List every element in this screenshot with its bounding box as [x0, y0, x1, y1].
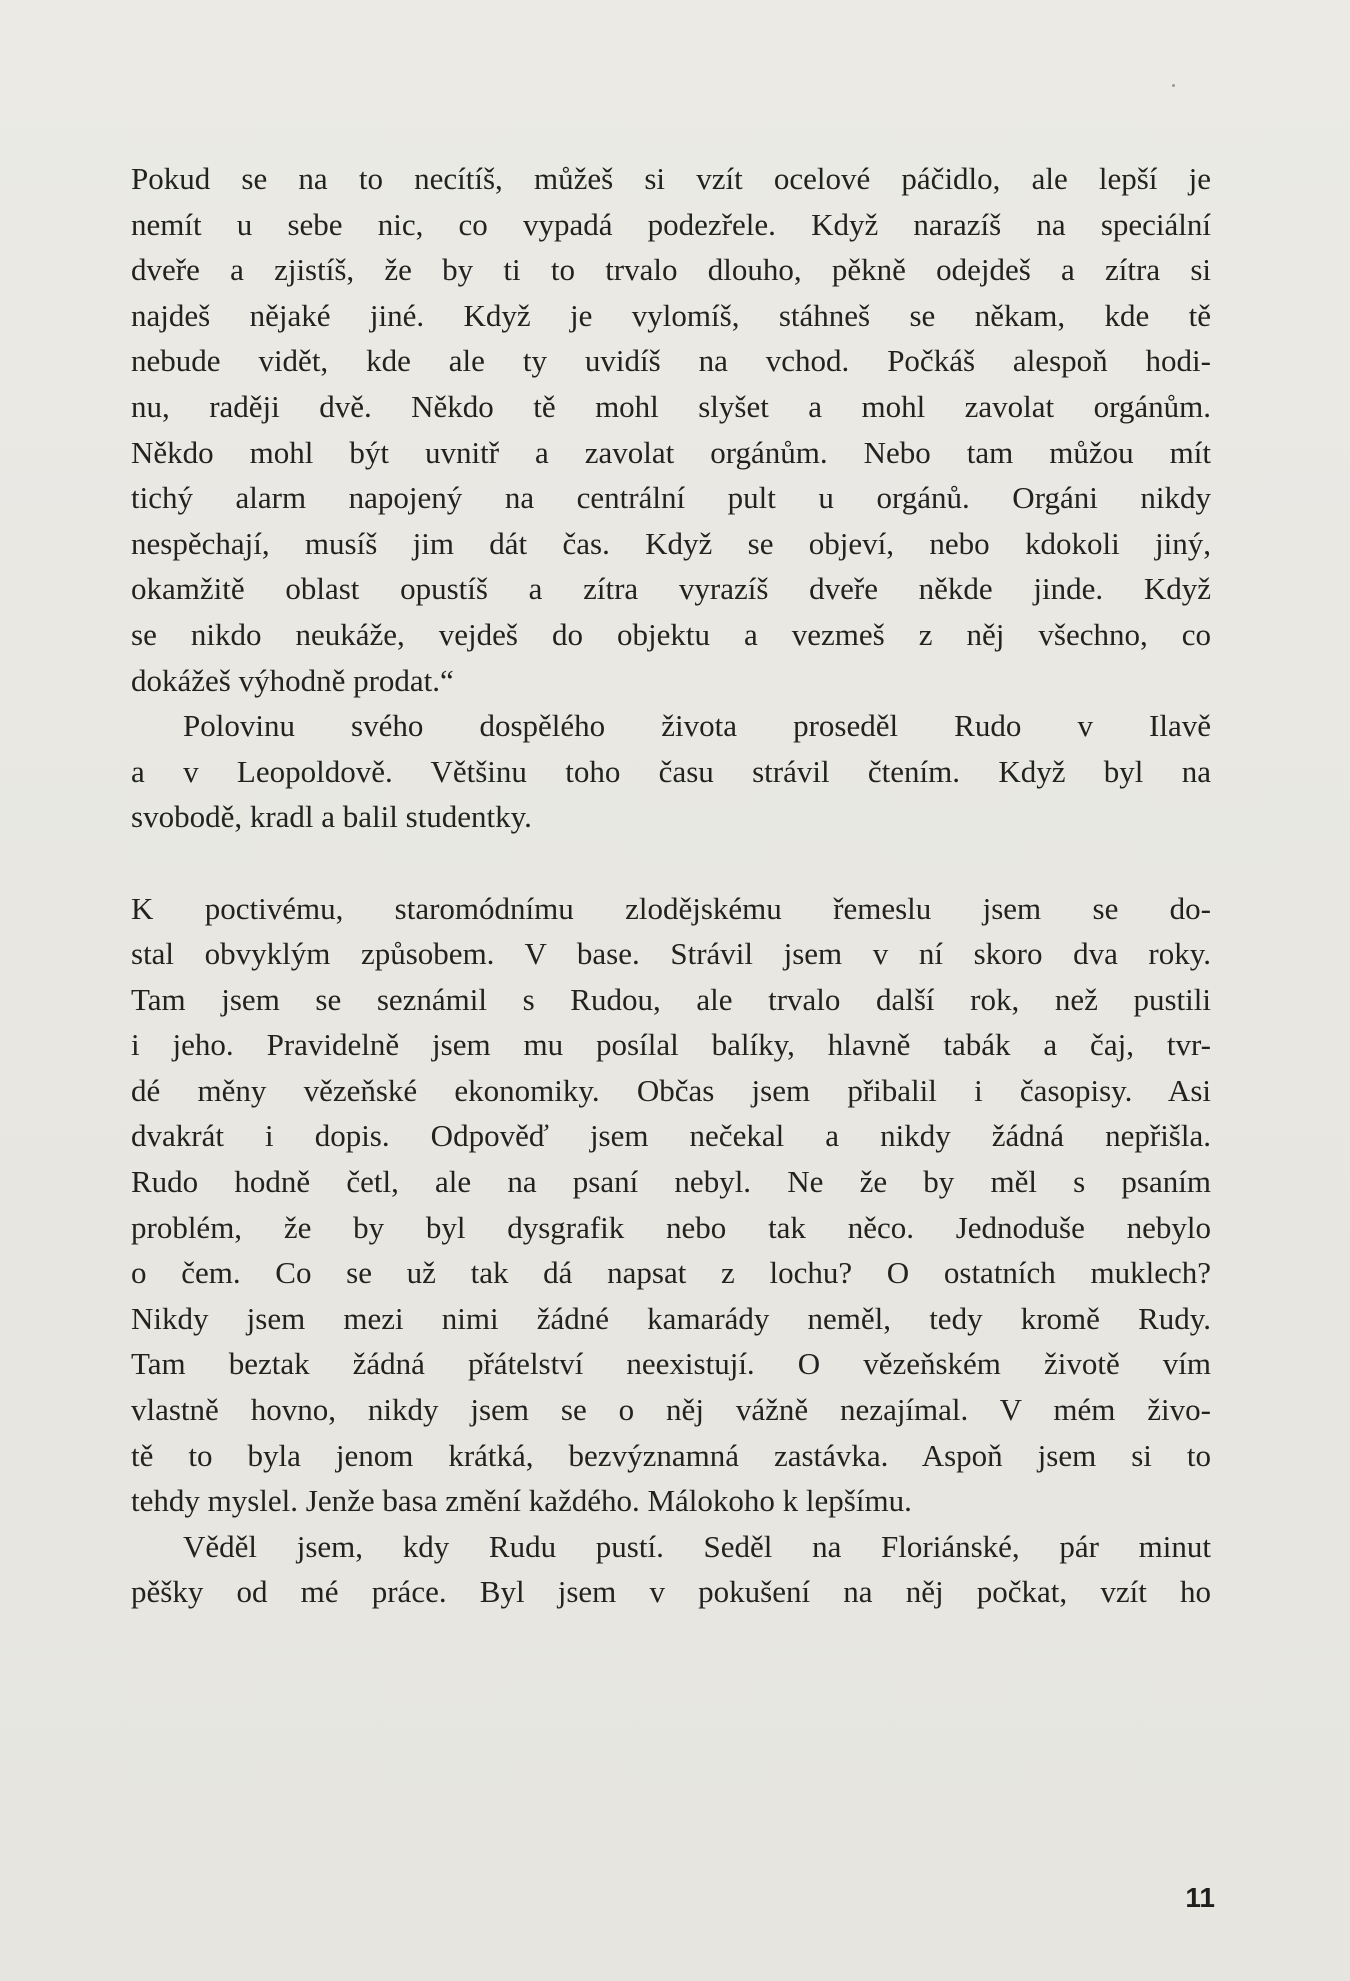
text-line: Věděl jsem, kdy Rudu pustí. Seděl na Floriánské, pár minut	[183, 1528, 1211, 1564]
text-line: Pokud se na to necítíš, můžeš si vzít ocelové páčidlo, ale lepší je	[131, 161, 1211, 196]
text-line: se nikdo neukáže, vejdeš do objektu a vezmeš z něj všechno, co	[131, 616, 1211, 652]
page-number: 11	[1185, 1882, 1215, 1913]
section-break	[131, 840, 1211, 886]
text-line: o čem. Co se už tak dá napsat z lochu? O ostatních muklech?	[131, 1255, 1211, 1291]
text-line: dokážeš výhodně prodat.“	[131, 662, 454, 698]
text-line: problém, že by byl dysgrafik nebo tak něco. Jednoduše nebylo	[131, 1209, 1211, 1245]
paragraph	[131, 156, 1211, 703]
paragraph	[131, 886, 1211, 1524]
text-line: Tam beztak žádná přátelství neexistují. O vězeňském životě vím	[131, 1346, 1211, 1382]
text-line: tehdy myslel. Jenže basa změní každého. Málokoho k lepšímu.	[131, 1483, 912, 1519]
text-line: nemít u sebe nic, co vypadá podezřele. Když narazíš na speciální	[131, 206, 1211, 242]
text-line: vlastně hovno, nikdy jsem se o něj vážně nezajímal. V mém živo-	[131, 1392, 1211, 1428]
text-line: i jeho. Pravidelně jsem mu posílal balíky, hlavně tabák a čaj, tvr-	[131, 1027, 1211, 1063]
text-line: dé měny vězeňské ekonomiky. Občas jsem přibalil i časopisy. Asi	[131, 1072, 1211, 1108]
body-text	[131, 156, 1211, 1615]
text-line: Někdo mohl být uvnitř a zavolat orgánům. Nebo tam můžou mít	[131, 434, 1211, 470]
text-line: nu, raději dvě. Někdo tě mohl slyšet a mohl zavolat orgánům.	[131, 388, 1211, 424]
paper-speck	[1172, 84, 1175, 87]
text-line: tě to byla jenom krátká, bezvýznamná zastávka. Aspoň jsem si to	[131, 1437, 1211, 1473]
text-line: stal obvyklým způsobem. V base. Strávil jsem v ní skoro dva roky.	[131, 936, 1211, 972]
text-line: K poctivému, staromódnímu zlodějskému řemeslu jsem se do-	[131, 890, 1211, 926]
text-line: a v Leopoldově. Většinu toho času strávil čtením. Když byl na	[131, 753, 1211, 789]
text-line: Nikdy jsem mezi nimi žádné kamarády neměl, tedy kromě Rudy.	[131, 1300, 1211, 1336]
text-line: najdeš nějaké jiné. Když je vylomíš, stáhneš se někam, kde tě	[131, 297, 1211, 333]
text-line: dveře a zjistíš, že by ti to trvalo dlouho, pěkně odejdeš a zítra si	[131, 252, 1211, 288]
text-line: Rudo hodně četl, ale na psaní nebyl. Ne že by měl s psaním	[131, 1164, 1211, 1200]
text-line: nebude vidět, kde ale ty uvidíš na vchod. Počkáš alespoň hodi-	[131, 343, 1211, 379]
text-line: pěšky od mé práce. Byl jsem v pokušení na něj počkat, vzít ho	[131, 1574, 1211, 1610]
text-line: tichý alarm napojený na centrální pult u orgánů. Orgáni nikdy	[131, 480, 1211, 516]
text-line: dvakrát i dopis. Odpověď jsem nečekal a nikdy žádná nepřišla.	[131, 1118, 1211, 1154]
paragraph	[131, 1524, 1211, 1615]
text-line: nespěchají, musíš jim dát čas. Když se objeví, nebo kdokoli jiný,	[131, 525, 1211, 561]
text-line: svobodě, kradl a balil studentky.	[131, 799, 532, 835]
paragraph	[131, 703, 1211, 840]
text-line: okamžitě oblast opustíš a zítra vyrazíš dveře někde jinde. Když	[131, 571, 1211, 607]
text-line: Polovinu svého dospělého života proseděl Rudo v Ilavě	[183, 708, 1211, 744]
text-line: Tam jsem se seznámil s Rudou, ale trvalo další rok, než pustili	[131, 981, 1211, 1017]
